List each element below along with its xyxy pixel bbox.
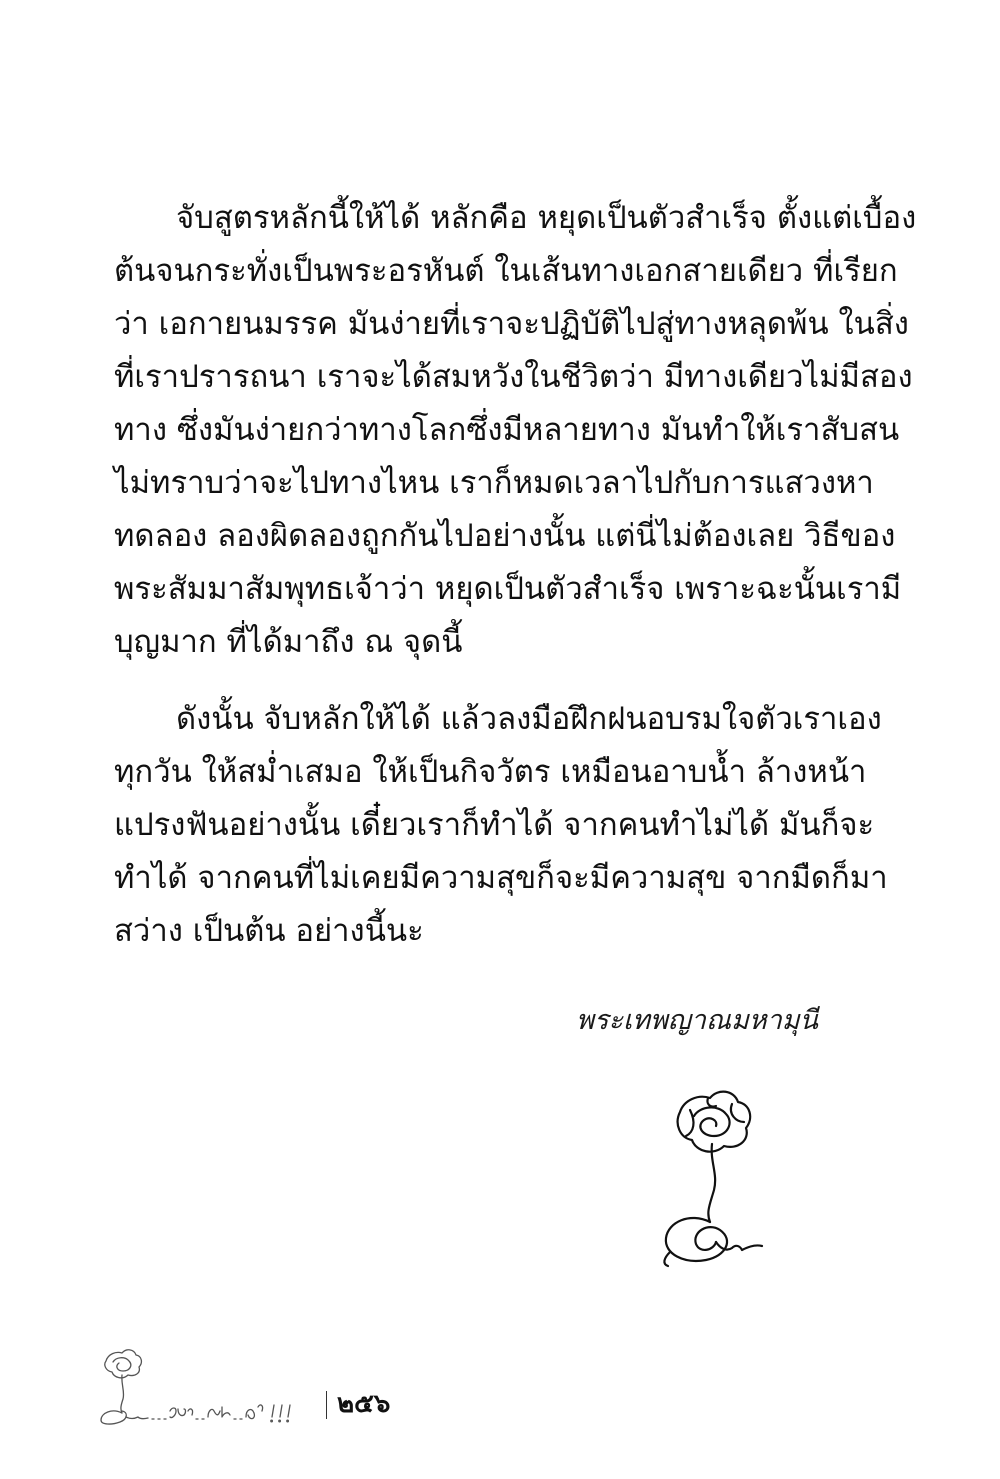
text-line: ดังนั้น จับหลักให้ได้ แล้วลงมือฝึกฝนอบรมใจตัวเราเอง — [176, 701, 882, 737]
footer-divider — [326, 1391, 327, 1419]
text-line: ทำได้ จากคนที่ไม่เคยมีความสุขก็จะมีความสุข จากมืดก็มา — [114, 860, 888, 896]
author-name: พระเทพญาณมหามุนี — [576, 1005, 818, 1036]
text-line: ที่เราปรารถนา เราจะได้สมหวังในชีวิตว่า มีทางเดียวไม่มีสอง — [114, 359, 913, 395]
text-line: แปรงฟันอย่างนั้น เดี๋ยวเราก็ทำได้ จากคนทำไม่ได้ มันก็จะ — [114, 807, 875, 843]
paragraph-1 — [114, 192, 917, 669]
page-number: ๒๕๖ — [337, 1389, 391, 1419]
text-line: ทุกวัน ให้สม่ำเสมอ ให้เป็นกิจวัตร เหมือนอาบน้ำ ล้างหน้า — [114, 754, 867, 790]
rose-signature-icon — [650, 1082, 790, 1272]
text-line: ทาง ซึ่งมันง่ายกว่าทางโลกซึ่งมีหลายทาง มันทำให้เราสับสน — [114, 412, 900, 448]
text-line: จับสูตรหลักนี้ให้ได้ หลักคือ หยุดเป็นตัวสำเร็จ ตั้งแต่เบื้อง — [176, 200, 917, 236]
rose-logo-icon — [98, 1345, 323, 1425]
text-line: บุญมาก ที่ได้มาถึง ณ จุดนี้ — [114, 624, 463, 660]
page-footer — [98, 1345, 418, 1425]
text-line: ว่า เอกายนมรรค มันง่ายที่เราจะปฏิบัติไปสู่ทางหลุดพ้น ในสิ่ง — [114, 306, 909, 342]
text-line: ต้นจนกระทั่งเป็นพระอรหันต์ ในเส้นทางเอกสายเดียว ที่เรียก — [114, 253, 898, 289]
text-line: ทดลอง ลองผิดลองถูกกันไปอย่างนั้น แต่นี่ไม่ต้องเลย วิธีของ — [114, 518, 896, 554]
paragraph-2 — [114, 693, 888, 958]
text-line: ไม่ทราบว่าจะไปทางไหน เราก็หมดเวลาไปกับการแสวงหา — [114, 465, 874, 501]
text-line: พระสัมมาสัมพุทธเจ้าว่า หยุดเป็นตัวสำเร็จ เพราะฉะนั้นเรามี — [114, 571, 902, 607]
text-line: สว่าง เป็นต้น อย่างนี้นะ — [114, 913, 424, 949]
